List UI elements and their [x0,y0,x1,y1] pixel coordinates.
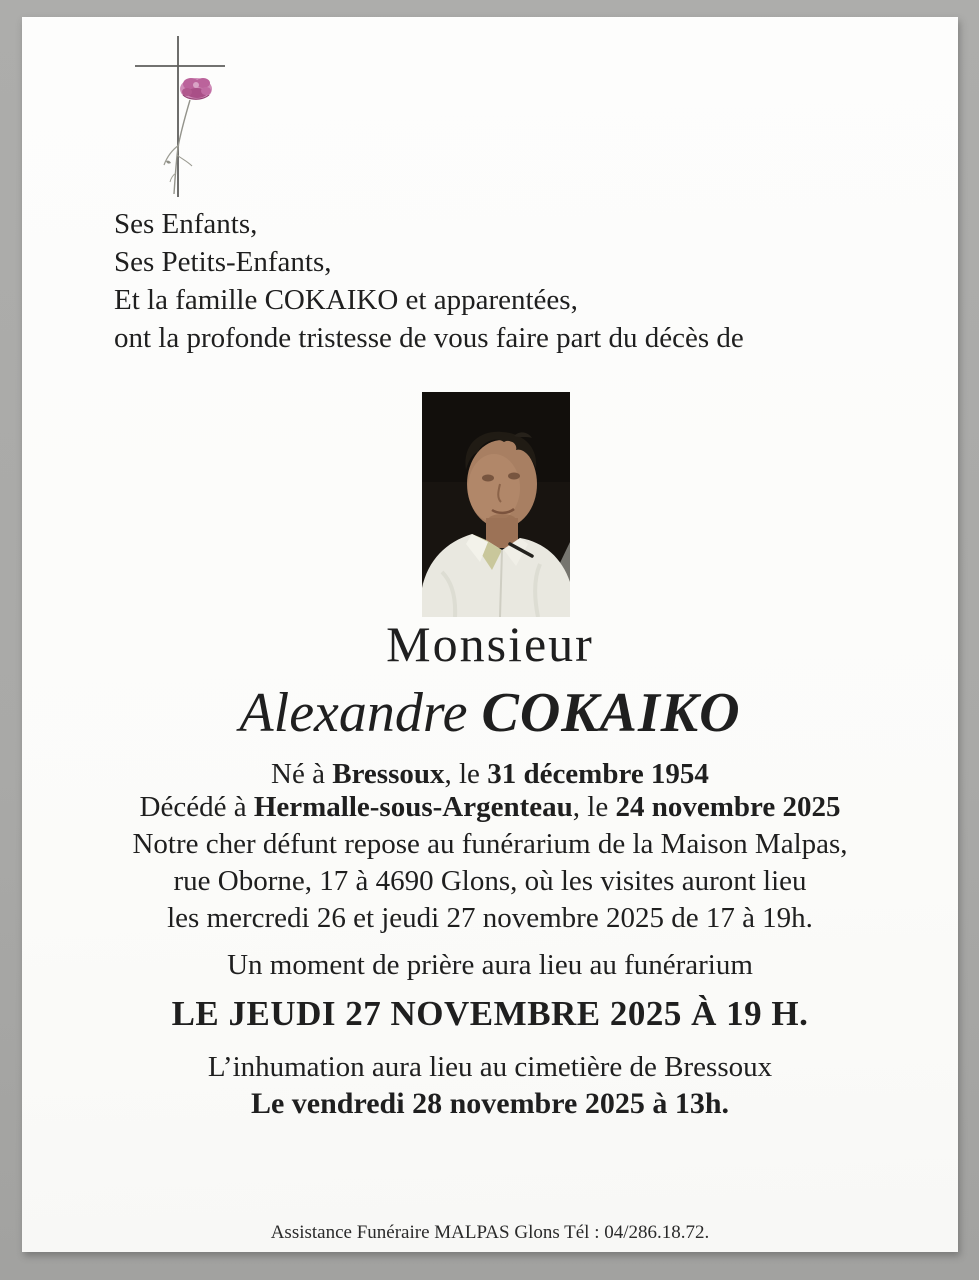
birth-place: Bressoux [332,758,445,790]
deceased-title: Monsieur [386,616,594,672]
repose-line-3: les mercredi 26 et jeudi 27 novembre 2025 de 17 à 19h. [167,902,813,934]
deceased-name [22,681,958,745]
intro-line-grandchildren: Ses Petits-Enfants, [114,246,332,278]
birth-line [22,757,958,791]
intro-paragraph [114,205,744,357]
prayer-line: Un moment de prière aura lieu au funérarium [227,949,753,981]
death-line [22,790,958,824]
intro-line-children: Ses Enfants, [114,208,258,240]
intro-line-family: Et la famille COKAIKO et apparentées, [114,284,578,316]
funeral-home-footer: Assistance Funéraire MALPAS Glons Tél : 04/286.18.72. [270,1222,710,1243]
death-separator: , le [572,791,616,823]
burial-line: L’inhumation aura lieu au cimetière de Bressoux [207,1051,773,1083]
birth-prefix: Né à [271,758,333,790]
deceased-last-name: COKAIKO [481,682,741,744]
repose-line-2: rue Oborne, 17 à 4690 Glons, où les visites auront lieu [173,865,807,897]
cross-with-rose-icon [130,33,240,203]
intro-line-announcement: ont la profonde tristesse de vous faire part du décès de [114,322,744,354]
prayer-datetime-line: LE JEUDI 27 NOVEMBRE 2025 À 19 H. [171,994,809,1033]
birth-date: 31 décembre 1954 [487,758,709,790]
death-prefix: Décédé à [139,791,254,823]
birth-separator: , le [444,758,488,790]
portrait-photo [422,392,570,617]
death-notice-page [22,17,958,1252]
burial-datetime-line: Le vendredi 28 novembre 2025 à 13h. [250,1087,730,1120]
rose-bloom [180,78,212,100]
portrait-photo-art [422,392,570,617]
deceased-first-name: Alexandre [239,682,482,744]
repose-line-1: Notre cher défunt repose au funérarium de la Maison Malpas, [132,828,848,860]
death-date: 24 novembre 2025 [615,791,841,823]
death-place: Hermalle-sous-Argenteau [253,791,573,823]
